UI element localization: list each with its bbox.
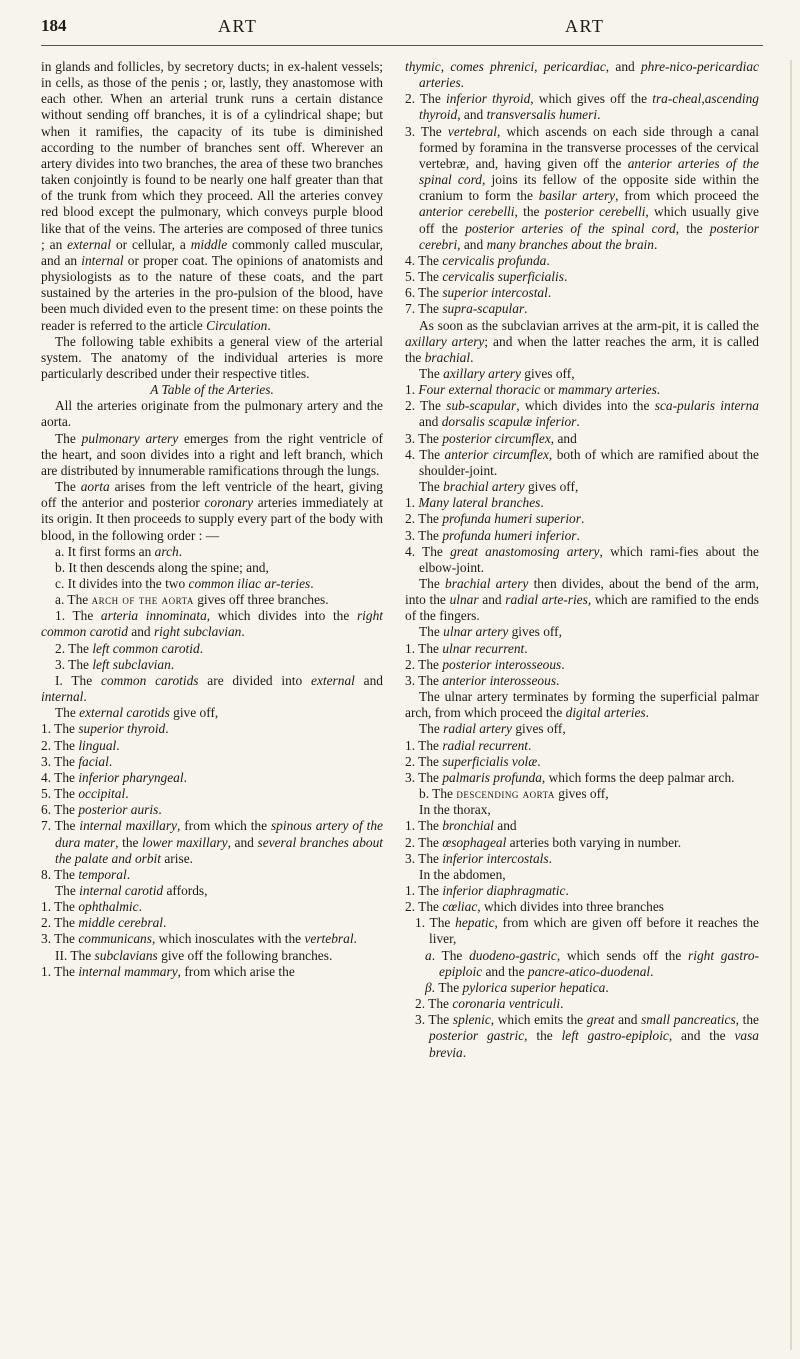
paragraph: The brachial artery gives off, — [419, 479, 579, 495]
paragraph: 7. The internal maxillary, from which the spinous artery of the dura mater, the lower maxillary, and several branches about the palate and orbit arise. — [41, 818, 383, 866]
paragraph: 3. The anterior interosseous. — [405, 672, 560, 688]
right-column — [405, 59, 759, 1061]
page-header — [0, 16, 800, 42]
paragraph: The internal carotid affords, — [55, 882, 208, 898]
paragraph: 7. The supra-scapular. — [405, 301, 528, 317]
paragraph: I. The common carotids are divided into external and internal. — [41, 672, 383, 705]
paragraph: 2. The lingual. — [41, 737, 120, 753]
paragraph: 2. The middle cerebral. — [41, 915, 167, 931]
running-head-left: ART — [218, 16, 258, 36]
paragraph: The external carotids give off, — [55, 705, 219, 721]
paragraph: 2. The œsophageal arteries both varying in number. — [405, 834, 682, 850]
paragraph: a. The duodeno-gastric, which sends off the right gastro-epiploic and the pancre-atico-duodenal. — [425, 947, 759, 979]
paragraph: 2. The cœliac, which divides into three branches — [405, 899, 664, 915]
paragraph: The ulnar artery gives off, — [419, 624, 562, 640]
paragraph: c. It divides into the two common iliac ar-teries. — [55, 576, 314, 591]
header-rule — [41, 45, 763, 46]
paragraph: 4. The inferior pharyngeal. — [41, 769, 187, 785]
paragraph: 2. The inferior thyroid, which gives off the tra-cheal,ascending thyroid, and transversalis humeri. — [405, 91, 759, 123]
paragraph: 1. The hepatic, from which are given off before it reaches the liver, — [415, 915, 759, 947]
paragraph: 8. The temporal. — [41, 866, 131, 882]
paragraph: 4. The great anastomosing artery, which rami-fies about the elbow-joint. — [405, 543, 759, 575]
paragraph: The axillary artery gives off, — [419, 365, 575, 381]
paragraph: in glands and follicles, by secretory ducts; in ex-halent vessels; in cells, as those of the penis ; or, lastly, they anastomose with each other. When an arterial trunk runs a certain distance without sending off branches, it is of a cylindrical shape; but when it ramifies, the capacity of its tube is diminished according to the number of branches sent off. Wherever an artery divides into two branches, the area of these two branches taken conjointly is found to be nearly one half greater than that of the trunk from which they proceed. All the arteries convey red blood except the pulmonary, which conveys purple blood like that of the veins. The arteries are composed of three tunics ; an external or cellular, a middle commonly called muscular, and an internal or proper coat. The opinions of anatomists and physiologists as to the nature of these coats, and the part sustained by the arteries in the pro-pulsion of the blood, have been much divided even to the present time: on these points the reader is referred to the article Circulation. — [41, 59, 383, 333]
paragraph: 1. The bronchial and — [405, 818, 517, 834]
paragraph: 2. The superficialis volæ. — [405, 753, 541, 769]
paragraph: The radial artery gives off, — [419, 721, 566, 737]
paragraph: 3. The splenic, which emits the great and small pancreatics, the posterior gastric, the left gastro-epiploic, and the vasa brevia. — [415, 1012, 759, 1060]
paragraph: 3. The vertebral, which ascends on each side through a canal formed by foramina in the transverse processes of the cervical vertebræ, and, having given off the anterior arteries of the spinal cord, joins its fellow of the opposite side within the cranium to form the basilar artery, from which proceed the anterior cerebelli, the posterior cerebelli, which usually give off the posterior arteries of the spinal cord, the posterior cerebri, and many branches about the brain. — [405, 123, 759, 252]
paragraph: The aorta arises from the left ventricle of the heart, giving off the anterior and posterior coronary arteries immediately at its origin. It then proceeds to supply every part of the body with blood, in the following order : — — [41, 479, 383, 543]
running-head-right: ART — [565, 16, 605, 36]
paragraph: 3. The posterior circumflex, and — [405, 430, 577, 446]
paragraph: All the arteries originate from the pulmonary artery and the aorta. — [41, 398, 383, 430]
paragraph: The ulnar artery terminates by forming the superficial palmar arch, from which proceed the digital arteries. — [405, 689, 759, 721]
paragraph: 3. The facial. — [41, 753, 113, 769]
paragraph: β. The pylorica superior hepatica. — [425, 979, 609, 995]
page-number: 184 — [41, 16, 67, 35]
page-edge-shadow — [784, 60, 792, 1350]
paragraph: In the abdomen, — [419, 866, 506, 882]
paragraph: In the thorax, — [419, 802, 491, 818]
paragraph: 1. The ophthalmic. — [41, 899, 142, 915]
paragraph: 2. The posterior interosseous. — [405, 656, 565, 672]
paragraph: 2. The sub-scapular, which divides into the sca-pularis interna and dorsalis scapulæ inferior. — [405, 398, 759, 430]
paragraph: b. It then descends along the spine; and, — [55, 559, 269, 575]
paragraph: As soon as the subclavian arrives at the arm-pit, it is called the axillary artery; and when the latter reaches the arm, it is called the brachial. — [405, 317, 759, 365]
paragraph: thymic, comes phrenici, pericardiac, and phre-nico-pericardiac arteries. — [405, 59, 759, 91]
paragraph: a. The arch of the aorta gives off three branches. — [55, 592, 329, 608]
paragraph: 1. The ulnar recurrent. — [405, 640, 528, 656]
paragraph: 1. The radial recurrent. — [405, 737, 532, 753]
paragraph: II. The subclavians give off the following branches. — [55, 947, 333, 963]
paragraph: 3. The left subclavian. — [55, 656, 175, 672]
paragraph: b. The descending aorta gives off, — [419, 786, 609, 802]
paragraph: 5. The occipital. — [41, 786, 129, 802]
paragraph: 2. The profunda humeri superior. — [405, 511, 585, 527]
left-column — [41, 59, 383, 980]
paragraph: 6. The superior intercostal. — [405, 285, 552, 301]
paragraph: 5. The cervicalis superficialis. — [405, 269, 568, 285]
paragraph: 2. The coronaria ventriculi. — [415, 996, 564, 1012]
paragraph: 2. The left common carotid. — [55, 640, 204, 656]
paragraph: 3. The profunda humeri inferior. — [405, 527, 580, 543]
paragraph: 1. Many lateral branches. — [405, 495, 544, 511]
paragraph: A Table of the Arteries. — [150, 382, 274, 398]
paragraph: 1. The superior thyroid. — [41, 721, 169, 737]
paragraph: The following table exhibits a general view of the arterial system. The anatomy of the individual arteries is more particularly described under their respective titles. — [41, 333, 383, 381]
paragraph: 4. The anterior circumflex, both of which are ramified about the shoulder-joint. — [405, 446, 759, 478]
paragraph: 1. Four external thoracic or mammary arteries. — [405, 382, 661, 398]
paragraph: The pulmonary artery emerges from the right ventricle of the heart, and soon divides into a right and left branch, which are distributed by innumerable ramifications through the lungs. — [41, 430, 383, 478]
paragraph: 3. The palmaris profunda, which forms the deep palmar arch. — [405, 769, 735, 785]
paragraph: 6. The posterior auris. — [41, 802, 162, 818]
paragraph: 1. The inferior diaphragmatic. — [405, 882, 569, 898]
paragraph: 4. The cervicalis profunda. — [405, 252, 550, 268]
paragraph: 3. The communicans, which inosculates with the vertebral. — [41, 931, 357, 947]
paragraph: 1. The internal mammary, from which arise the — [41, 963, 295, 979]
paragraph: 1. The arteria innominata, which divides into the right common carotid and right subclavian. — [41, 608, 383, 640]
paragraph: a. It first forms an arch. — [55, 543, 183, 559]
paragraph: 3. The inferior intercostals. — [405, 850, 552, 866]
paragraph: The brachial artery then divides, about the bend of the arm, into the ulnar and radial arte-ries, which are ramified to the ends of the fingers. — [405, 576, 760, 624]
